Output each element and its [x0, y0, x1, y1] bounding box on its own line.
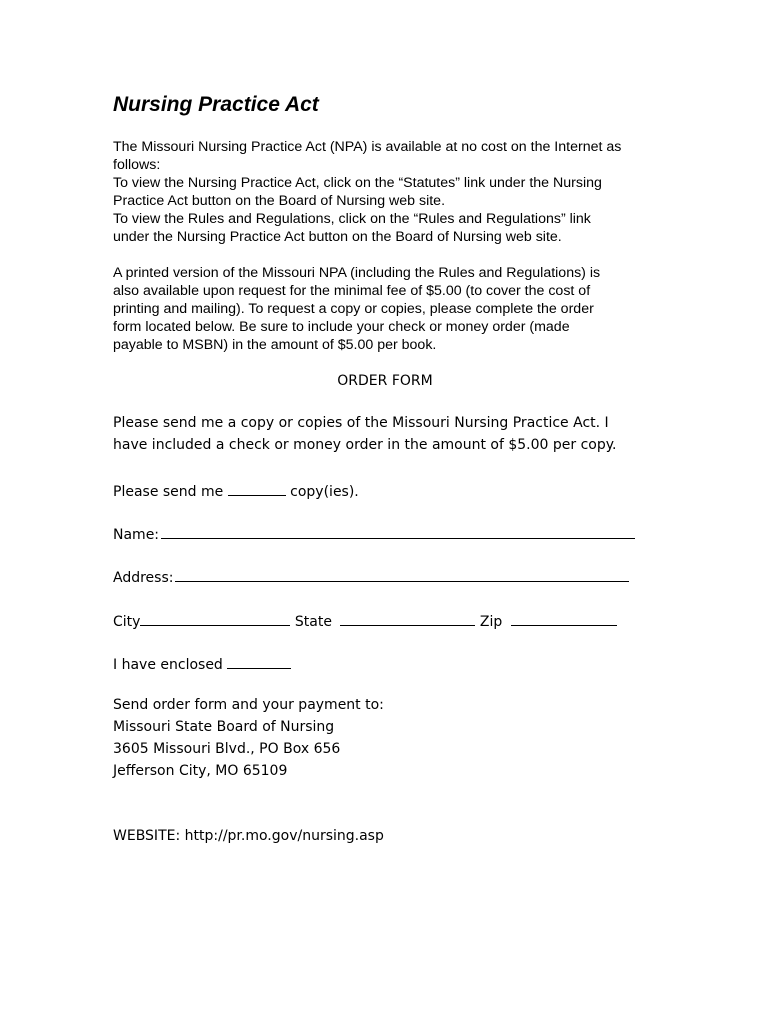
- intro-line: payable to MSBN) in the amount of $5.00 per book.: [113, 337, 437, 353]
- enclosed-field[interactable]: [227, 654, 291, 669]
- copies-suffix: copy(ies).: [290, 484, 359, 500]
- website-row: [113, 828, 384, 844]
- intro-line: under the Nursing Practice Act button on the Board of Nursing web site.: [113, 229, 562, 245]
- address-row: [113, 567, 629, 586]
- intro-line: also available upon request for the minimal fee of $5.00 (to cover the cost of: [113, 283, 591, 299]
- name-field[interactable]: [161, 524, 635, 539]
- city-state-zip-row: [113, 611, 617, 630]
- zip-label: Zip: [479, 614, 503, 630]
- website-label: WEBSITE:: [113, 828, 181, 844]
- copies-field[interactable]: [228, 481, 286, 496]
- request-line-2: have included a check or money order in the amount of $5.00 per copy.: [113, 437, 617, 453]
- intro-paragraph-2: [113, 264, 673, 354]
- address-label: Address:: [113, 570, 174, 586]
- address-line: 3605 Missouri Blvd., PO Box 656: [113, 741, 341, 757]
- website-url[interactable]: http://pr.mo.gov/nursing.asp: [184, 828, 384, 844]
- address-field[interactable]: [175, 567, 629, 582]
- city-field[interactable]: [140, 611, 290, 626]
- intro-line: To view the Nursing Practice Act, click on the “Statutes” link under the Nursing: [113, 175, 602, 191]
- intro-line: follows:: [113, 157, 161, 173]
- zip-field[interactable]: [511, 611, 617, 626]
- address-line: Missouri State Board of Nursing: [113, 719, 335, 735]
- intro-line: form located below. Be sure to include your check or money order (made: [113, 319, 570, 335]
- intro-paragraph-1: [113, 138, 673, 246]
- enclosed-row: [113, 654, 291, 673]
- intro-line: A printed version of the Missouri NPA (including the Rules and Regulations) is: [113, 265, 601, 281]
- copies-row: [113, 481, 359, 500]
- intro-line: printing and mailing). To request a copy or copies, please complete the order: [113, 301, 594, 317]
- page-title: Nursing Practice Act: [113, 93, 319, 116]
- intro-line: To view the Rules and Regulations, click on the “Rules and Regulations” link: [113, 211, 591, 227]
- address-line: Jefferson City, MO 65109: [113, 763, 288, 779]
- send-to-label: Send order form and your payment to:: [113, 697, 384, 713]
- intro-line: Practice Act button on the Board of Nursing web site.: [113, 193, 446, 209]
- city-label: City: [113, 614, 141, 630]
- paragraph-gap: [113, 246, 673, 264]
- order-form-heading: ORDER FORM: [337, 373, 433, 389]
- intro-text: [113, 138, 673, 354]
- request-line-1: Please send me a copy or copies of the Missouri Nursing Practice Act. I: [113, 415, 609, 431]
- enclosed-label: I have enclosed: [113, 657, 223, 673]
- name-label: Name:: [113, 527, 160, 543]
- intro-line: The Missouri Nursing Practice Act (NPA) is available at no cost on the Internet as: [113, 139, 622, 155]
- state-field[interactable]: [340, 611, 475, 626]
- state-label: State: [294, 614, 332, 630]
- name-row: [113, 524, 635, 543]
- copies-prefix: Please send me: [113, 484, 224, 500]
